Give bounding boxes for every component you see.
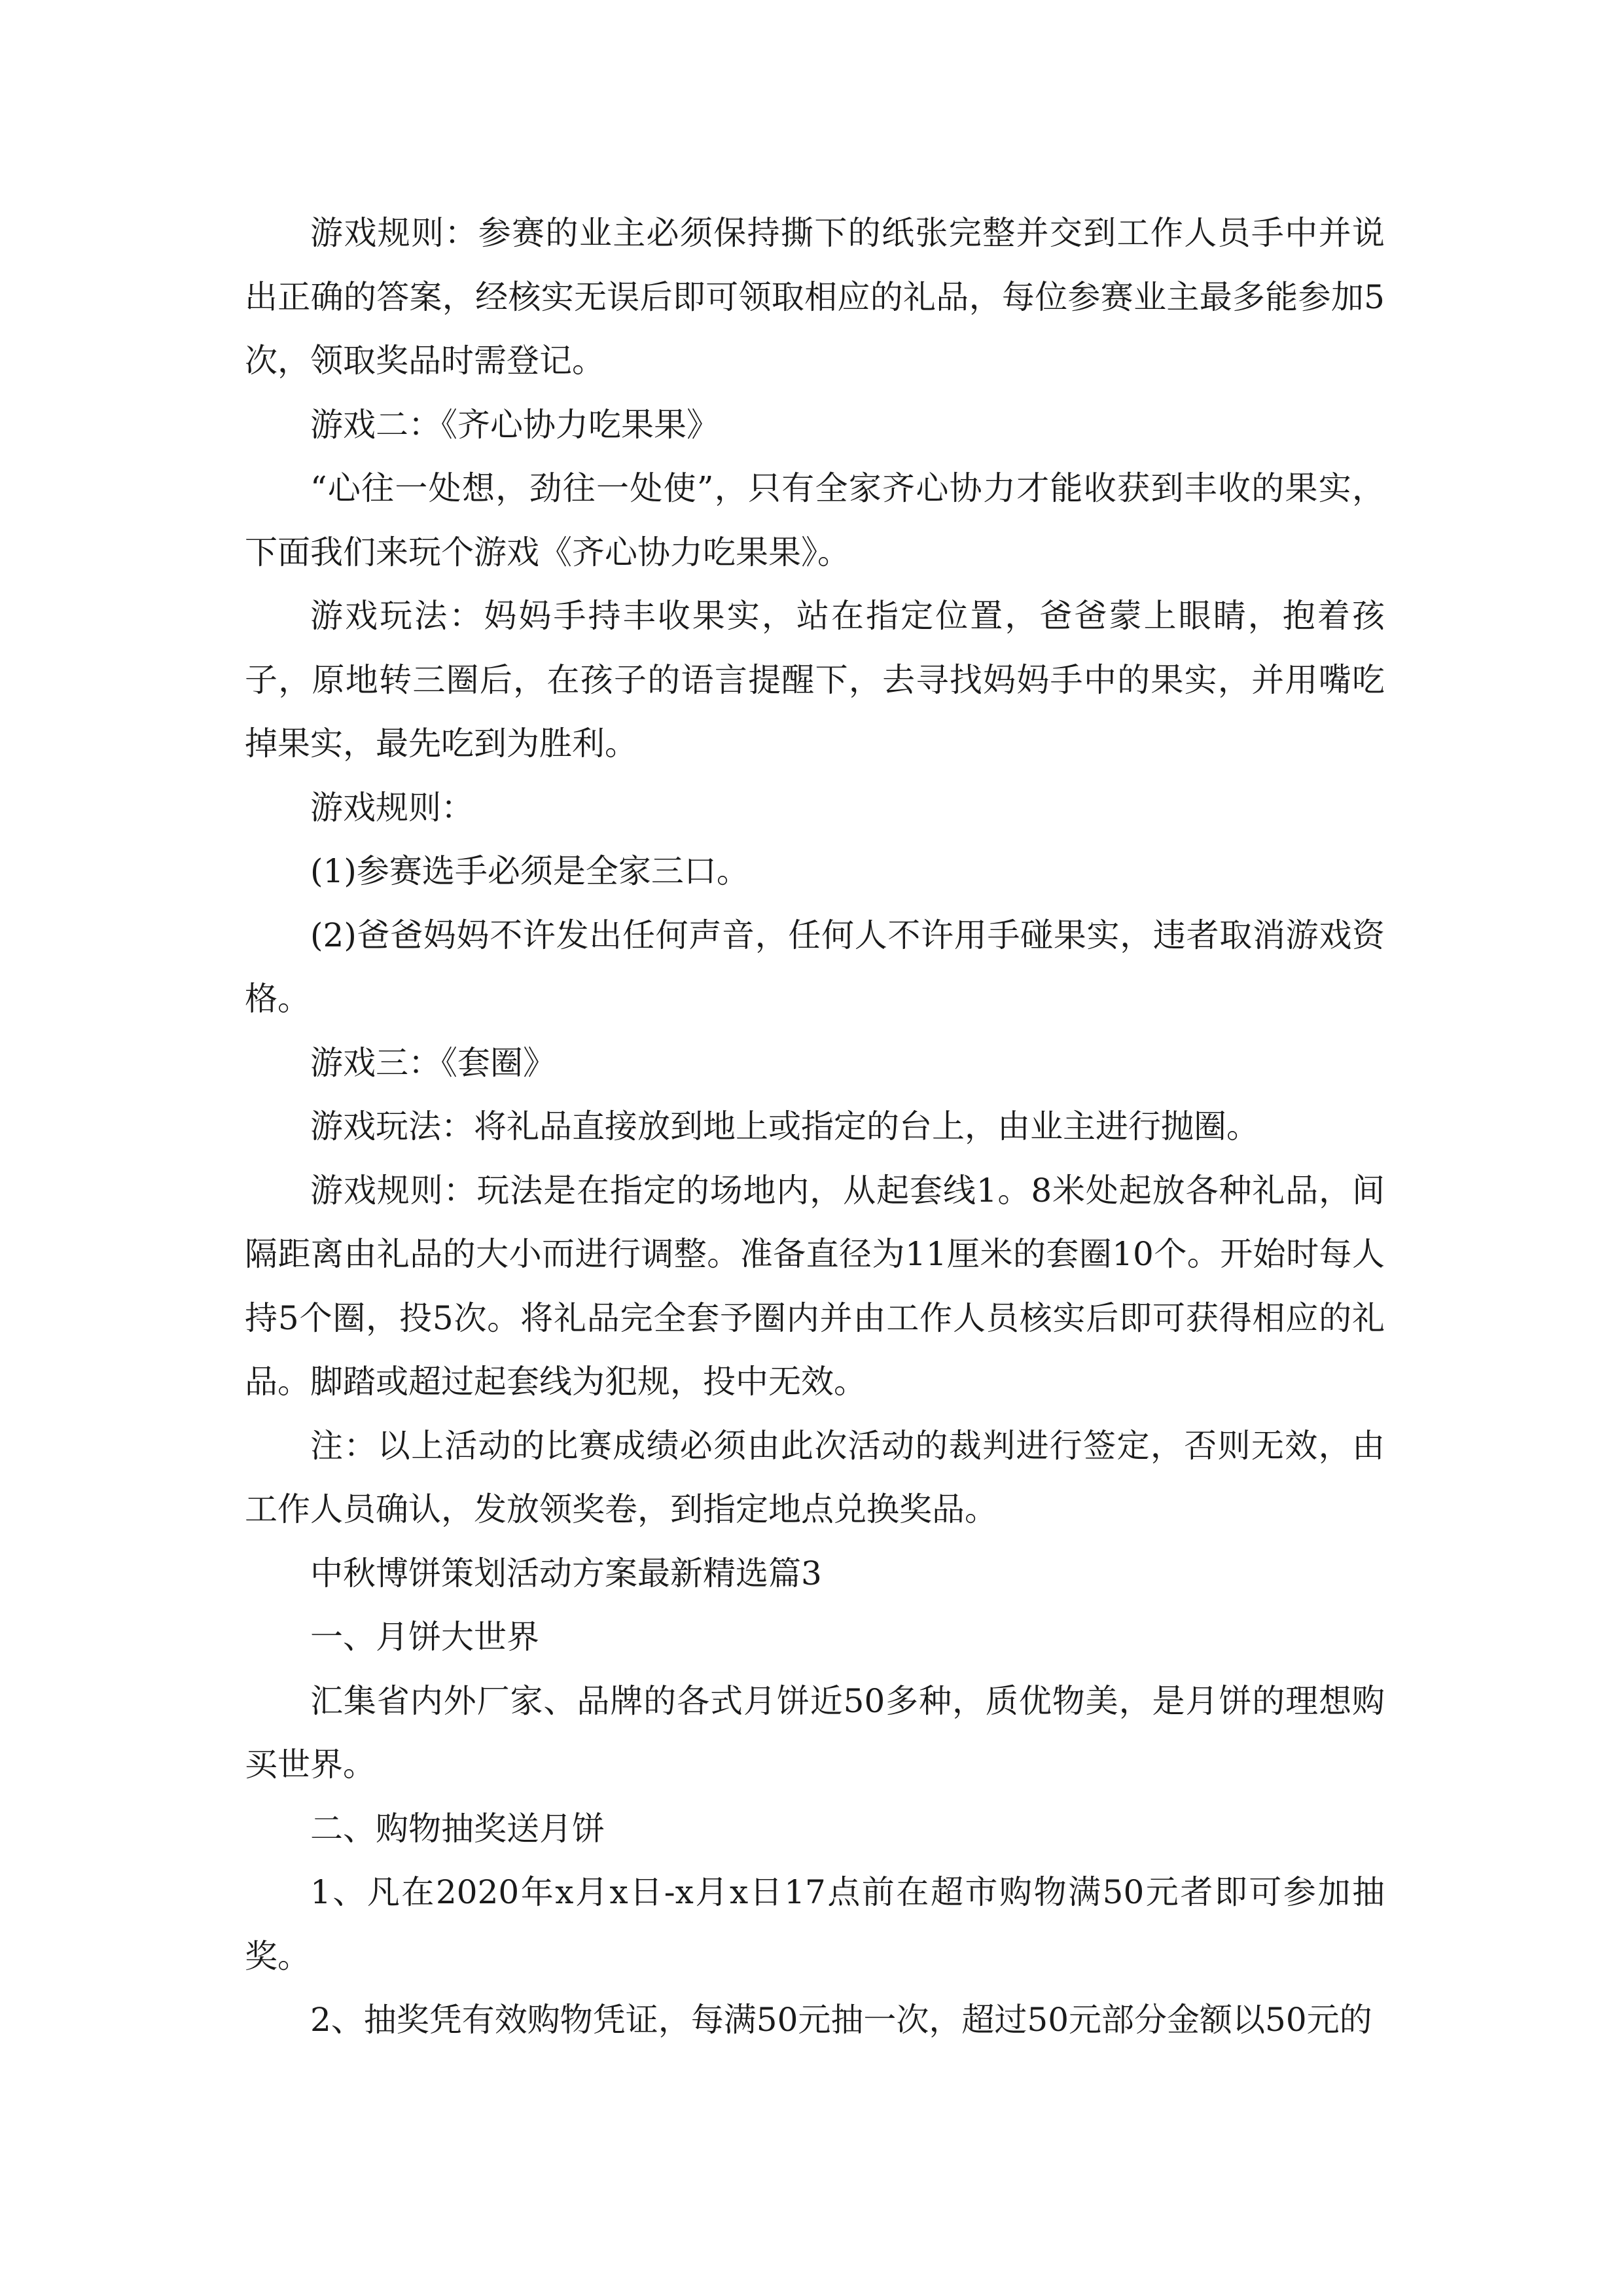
paragraph-game-two-intro: “心往一处想，劲往一处使”，只有全家齐心协力才能收获到丰收的果实，下面我们来玩个游戏《齐心协力吃果果》。 (245, 469, 1385, 571)
heading-game-two-rules: 游戏规则： (310, 788, 474, 827)
heading-shopping-lottery: 二、购物抽奖送月饼 (310, 1809, 605, 1848)
paragraph-game-three-play: 游戏玩法：将礼品直接放到地上或指定的台上，由业主进行抛圈。 (310, 1107, 1259, 1145)
paragraph-game-two-rule-1: (1)参赛选手必须是全家三口。 (310, 852, 749, 890)
heading-mooncake-world: 一、月饼大世界 (310, 1618, 539, 1656)
paragraph-game-two-rule-2: (2)爸爸妈妈不许发出任何声音，任何人不许用手碰果实，违者取消游戏资格。 (245, 916, 1385, 1018)
paragraph-note: 注：以上活动的比赛成绩必须由此次活动的裁判进行签定，否则无效，由工作人员确认，发放领奖卷，到指定地点兑换奖品。 (245, 1426, 1385, 1528)
document-body (245, 202, 1385, 2053)
paragraph-game-two-play: 游戏玩法：妈妈手持丰收果实，站在指定位置，爸爸蒙上眼睛，抱着孩子，原地转三圈后，在孩子的语言提醒下，去寻找妈妈手中的果实，并用嘴吃掉果实，最先吃到为胜利。 (245, 597, 1385, 762)
heading-game-two: 游戏二：《齐心协力吃果果》 (310, 405, 719, 444)
paragraph-mooncake-world: 汇集省内外厂家、品牌的各式月饼近50多种，质优物美，是月饼的理想购买世界。 (245, 1681, 1385, 1784)
heading-game-three: 游戏三：《套圈》 (310, 1043, 556, 1082)
paragraph-lottery-2: 2、抽奖凭有效购物凭证，每满50元抽一次，超过50元部分金额以50元的 (310, 2001, 1372, 2039)
paragraph-lottery-1: 1、凡在2020年x月x日-x月x日17点前在超市购物满50元者即可参加抽奖。 (245, 1873, 1385, 1975)
heading-section-3: 中秋博饼策划活动方案最新精选篇3 (310, 1554, 822, 1592)
paragraph-game-rules-1: 游戏规则：参赛的业主必须保持撕下的纸张完整并交到工作人员手中并说出正确的答案，经核实无误后即可领取相应的礼品，每位参赛业主最多能参加5次，领取奖品时需登记。 (245, 214, 1385, 380)
paragraph-game-three-rules: 游戏规则：玩法是在指定的场地内，从起套线1。8米处起放各种礼品，间隔距离由礼品的大小而进行调整。准备直径为11厘米的套圈10个。开始时每人持5个圈，投5次。将礼品完全套予圈内并由工作人员核实后即可获得相应的礼品。脚踏或超过起套线为犯规，投中无效。 (245, 1171, 1385, 1401)
